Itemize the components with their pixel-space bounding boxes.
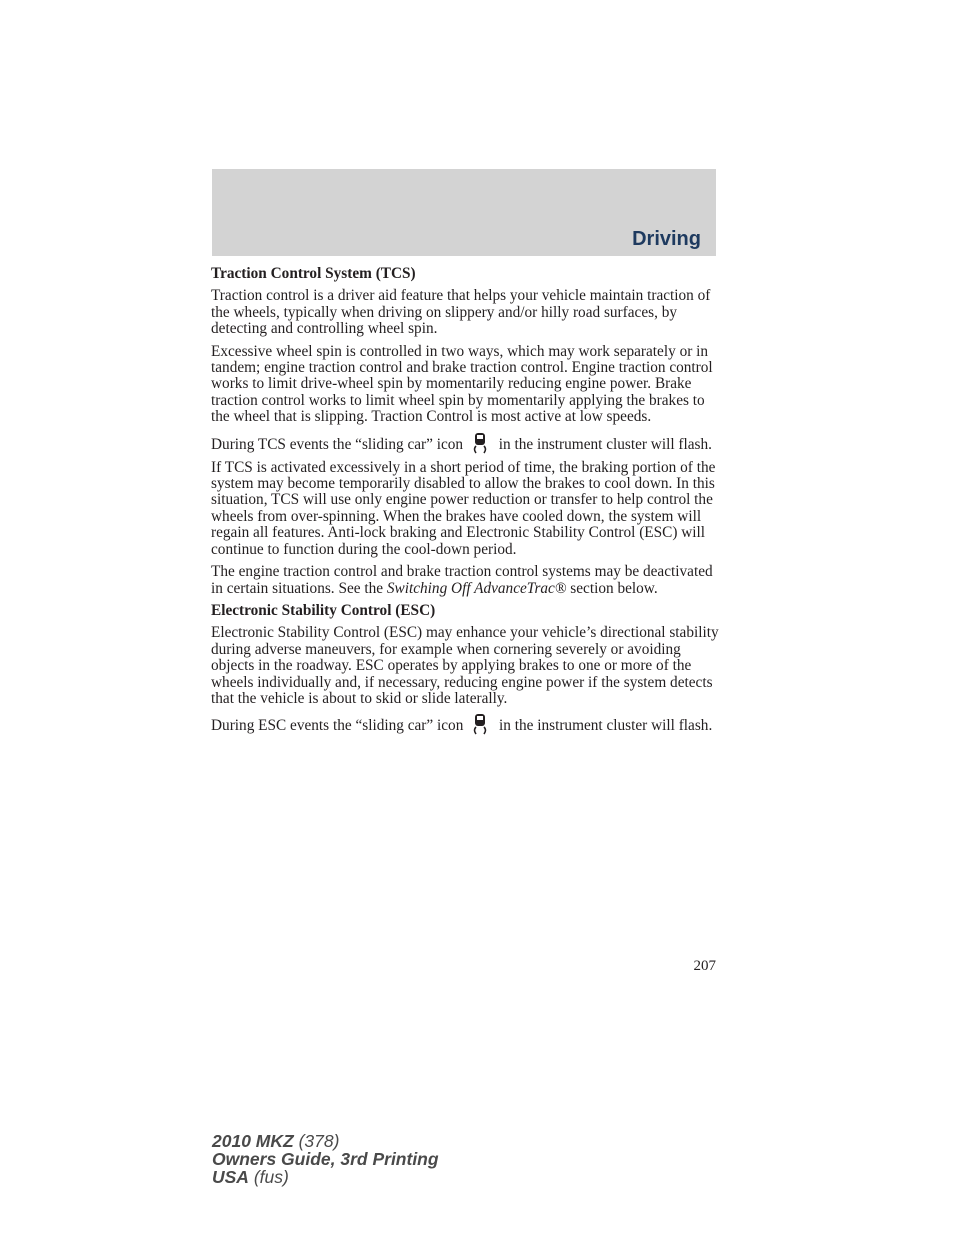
footer <box>212 1132 439 1186</box>
footer-model: 2010 MKZ <box>212 1131 294 1151</box>
tcs-paragraph-4: If TCS is activated excessively in a short period of time, the braking portion of the system may become temporarily disabled to allow the brakes to cool down. In this situation, TCS will use only engine power reduction or transfer to help control the wheels from over-spinning. When the brakes have cooled down, the system will regain all features. Anti-lock braking and Electronic Stability Control (ESC) will continue to function during the cool-down period. <box>211 458 716 558</box>
esc-heading: Electronic Stability Control (ESC) <box>211 601 436 619</box>
footer-market-code: (fus) <box>253 1167 289 1187</box>
advancetrac-reference: Switching Off AdvanceTrac® <box>386 579 567 597</box>
tcs-icon-text-after: in the instrument cluster will flash. <box>498 435 712 453</box>
esc-paragraph-1: Electronic Stability Control (ESC) may enhance your vehicle’s directional stability during adverse maneuvers, for example when cornering severely or avoiding objects in the roadway. ESC operates by applying brakes to one or more of the wheels individually and, if necessary, reducing engine power if the system detects that the vehicle is about to skid or slide laterally. <box>211 624 719 707</box>
esc-paragraph-2 <box>211 713 719 735</box>
page-number: 207 <box>693 958 716 974</box>
tcs-p5-text: The engine traction control and brake traction control systems may be deactivated in certain situations. See the <box>211 563 713 597</box>
footer-market: USA <box>212 1167 249 1187</box>
footer-line-2 <box>212 1150 439 1168</box>
sliding-car-icon <box>471 713 491 735</box>
tcs-paragraph-2: Excessive wheel spin is controlled in two ways, which may work separately or in tandem; engine traction control and brake traction control. Engine traction control works to limit drive-wheel spin by momentarily reducing engine power. Brake traction control works to limit wheel spin by momentarily applying the brakes to the wheel that is slipping. Traction Control is most active at low speeds. <box>211 342 713 426</box>
section-title: Driving <box>632 228 701 250</box>
tcs-paragraph-3 <box>211 432 719 454</box>
footer-guide: Owners Guide, 3rd Printing <box>212 1149 439 1169</box>
footer-model-code: (378) <box>298 1131 340 1151</box>
tcs-heading: Traction Control System (TCS) <box>211 265 416 282</box>
esc-icon-text-before: During ESC events the “sliding car” icon <box>211 717 464 735</box>
page-content <box>211 266 719 741</box>
tcs-icon-text-before: During TCS events the “sliding car” icon <box>211 435 464 453</box>
tcs-p5-tail: section below. <box>570 579 658 597</box>
footer-line-3 <box>212 1168 439 1186</box>
sliding-car-icon <box>471 432 491 454</box>
esc-icon-text-after: in the instrument cluster will flash. <box>499 717 713 735</box>
tcs-paragraph-5 <box>211 564 719 597</box>
footer-line-1 <box>212 1132 439 1150</box>
section-header-band <box>212 169 716 256</box>
tcs-paragraph-1: Traction control is a driver aid feature that helps your vehicle maintain traction of the wheels, typically when driving on slippery and/or hilly road surfaces, by detecting and controlling wheel spin. <box>211 287 711 338</box>
